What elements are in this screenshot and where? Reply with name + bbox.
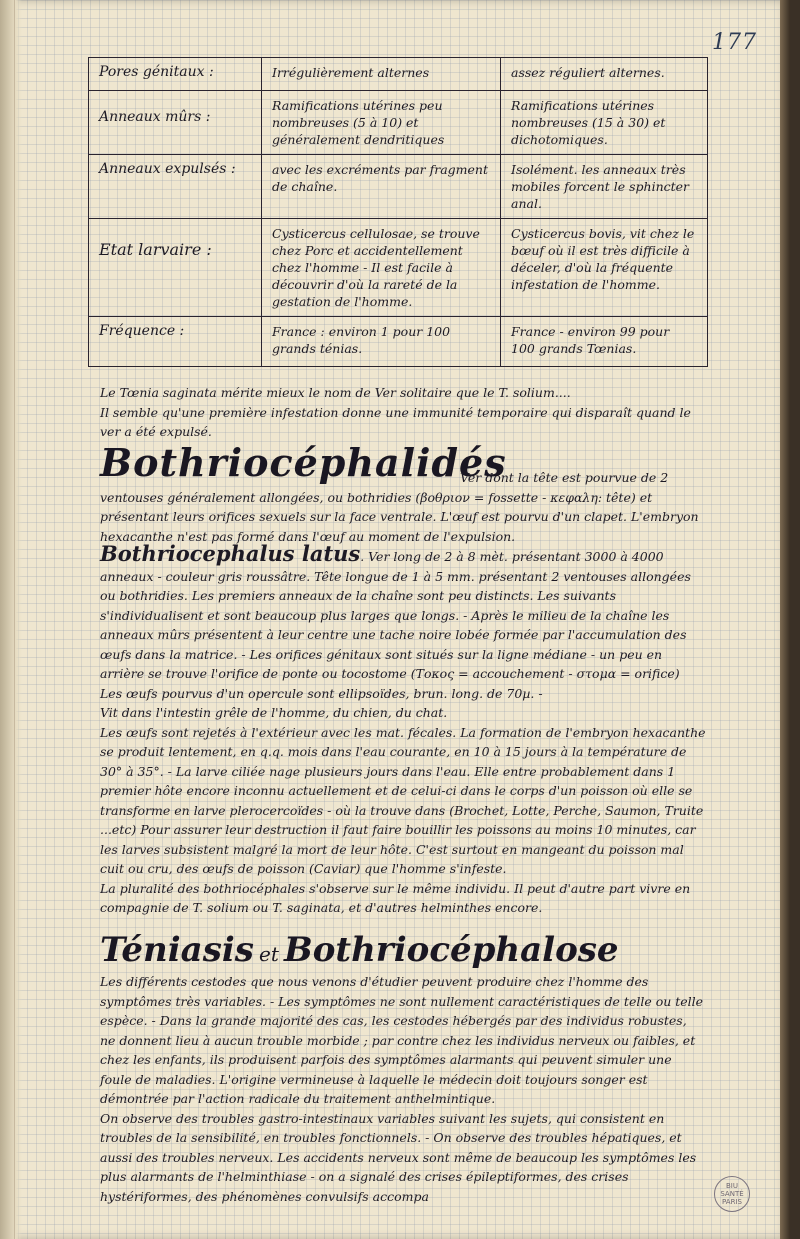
table-row bbox=[89, 317, 708, 367]
heading-bothriocephalides: Bothriocéphalidés bbox=[100, 440, 507, 485]
bothriocephalus-para: La pluralité des bothriocéphales s'observe sur le même individu. Il peut d'autre part vivre en compagnie de T. solium ou T. saginata, et d'autres helminthes encore. bbox=[100, 880, 691, 915]
row-label: Etat larvaire : bbox=[89, 219, 262, 317]
heading-teniasis bbox=[100, 930, 619, 970]
cell-t-solium: Irrégulièrement alternes bbox=[262, 58, 501, 91]
row-label: Pores génitaux : bbox=[89, 58, 262, 91]
heading-teniasis-conj: et bbox=[259, 942, 279, 966]
teniasis-section bbox=[100, 972, 706, 1206]
comparison-table bbox=[88, 57, 708, 367]
bothriocephalus-intro: . Ver long de 2 à 8 mèt. présentant 3000 à 4000 anneaux - couleur gris roussâtre. Tête longue de 1 à 5 mm. présentant 2 ventouses allongées ou bothridies. Les premiers anneaux de la chaîne sont peu distincts. Les suivants s'individualisent et sont beaucoup plus larges que longs. - Après le milieu de la chaîne les anneaux mûrs présentent à leur centre une tache noire lobée formée par l'accumulation des œufs dans la matrice. - Les orifices génitaux sont situés sur la ligne médiane - un peu en arrière se trouve l'orifice de ponte ou tocostome (Τοκος = accouchement - στομα = orifice) bbox=[100, 549, 691, 681]
page-edge bbox=[780, 0, 790, 1239]
margin-line bbox=[14, 0, 15, 1239]
cell-t-saginata: assez réguliert alternes. bbox=[501, 58, 708, 91]
intro-line: Il semble qu'une première infestation donne une immunité temporaire qui disparaît quand le ver a été expulsé. bbox=[100, 404, 691, 439]
row-label: Anneaux expulsés : bbox=[89, 155, 262, 219]
table-row bbox=[89, 91, 708, 155]
bothriocephalus-section bbox=[100, 541, 706, 918]
bothriocephalus-para: Les œufs sont rejetés à l'extérieur avec les mat. fécales. La formation de l'embryon hexacanthe se produit lentement, en q.q. mois dans l'eau courante, en 10 à 15 jours à la température de 30° à 35°. - La larve ciliée nage plusieurs jours dans l'eau. Elle entre probablement dans 1 premier hôte encore inconnu actuellement et de celui-ci dans le corps d'un poisson où elle se transforme en larve plerocercoïdes - où la trouve dans (Brochet, Lotte, Perche, Saumon, Truite ...etc) Pour assurer leur destruction il faut faire bouillir les poissons au moins 10 minutes, car les larves subsistent malgré la mort de leur hôte. C'est surtout en mangeant du poisson mal cuit ou cru, des œufs de poisson (Caviar) que l'homme s'infeste. bbox=[100, 724, 706, 876]
bothriocephalides-text: Ver dont la tête est pourvue de 2 ventouses généralement allongées, ou bothridies (βοθριον = fossette - κεφαλη: tête) et présentant leurs orifices sexuels sur la face ventrale. L'œuf est pourvu d'un clapet. L'embryon hexacanthe n'est pas formé dans l'œuf au moment de l'expulsion. bbox=[100, 470, 699, 544]
intro-line: Le Tœnia saginata mérite mieux le nom de Ver solitaire que le T. solium.... bbox=[100, 385, 571, 400]
bothriocephalus-para: Les œufs pourvus d'un opercule sont ellipsoïdes, brun. long. de 70µ. - bbox=[100, 685, 543, 701]
table-row bbox=[89, 155, 708, 219]
bothriocephalus-para: Vit dans l'intestin grêle de l'homme, du chien, du chat. bbox=[100, 705, 448, 720]
teniasis-para: On observe des troubles gastro-intestinaux variables suivant les sujets, qui consistent en troubles de la sensibilité, en troubles fonctionnels. - On observe des troubles hépatiques, et aussi des troubles nerveux. Les accidents nerveux sont même de beaucoup les symptômes les plus alarmants de l'helminthiase - on a signalé des crises épileptiformes, des crises hystériformes, des phénomènes convulsifs accompa bbox=[100, 1110, 697, 1204]
cell-t-solium: avec les excréments par fragment de chaîne. bbox=[262, 155, 501, 219]
row-label: Fréquence : bbox=[89, 317, 262, 367]
table-row bbox=[89, 219, 708, 317]
heading-teniasis-b: Bothriocéphalose bbox=[283, 930, 619, 970]
row-label: Anneaux mûrs : bbox=[89, 91, 262, 155]
page-spine bbox=[0, 0, 22, 1239]
cell-t-saginata: Cysticercus bovis, vit chez le bœuf où il est très difficile à déceler, d'où la fréquente infestation de l'homme. bbox=[501, 219, 708, 317]
stamp-line: PARIS bbox=[722, 1198, 742, 1206]
table-row bbox=[89, 58, 708, 91]
cell-t-saginata: Ramifications utérines nombreuses (15 à 30) et dichotomiques. bbox=[501, 91, 708, 155]
cell-t-saginata: France - environ 99 pour 100 grands Tœnias. bbox=[501, 317, 708, 367]
heading-teniasis-a: Téniasis bbox=[100, 930, 254, 970]
heading-bothriocephalus-latus: Bothriocephalus latus bbox=[100, 541, 361, 566]
bothriocephalus-para bbox=[100, 541, 706, 684]
page-number: 177 bbox=[712, 30, 757, 55]
stamp-line: BIU bbox=[726, 1182, 738, 1190]
stamp-line: SANTÉ bbox=[720, 1190, 744, 1198]
cell-t-solium: Cysticercus cellulosae, se trouve chez Porc et accidentellement chez l'homme - Il est facile à découvrir d'où la rareté de la gestation de l'homme. bbox=[262, 219, 501, 317]
cell-t-solium: Ramifications utérines peu nombreuses (5 à 10) et généralement dendritiques bbox=[262, 91, 501, 155]
teniasis-para: Les différents cestodes que nous venons d'étudier peuvent produire chez l'homme des symptômes très variables. - Les symptômes ne sont nullement caractéristiques de telle ou telle espèce. - Dans la grande majorité des cas, les cestodes hébergés par des individus robustes, ne donnent lieu à aucun trouble morbide ; par contre chez les individus nerveux ou faibles, et chez les enfants, ils produisent parfois des symptômes alarmants qui peuvent simuler une foule de maladies. L'origine vermineuse à laquelle le médecin doit toujours songer est démontrée par l'action radicale du traitement anthelmintique. bbox=[100, 974, 704, 1106]
cell-t-solium: France : environ 1 pour 100 grands ténias. bbox=[262, 317, 501, 367]
library-stamp bbox=[714, 1176, 750, 1212]
cell-t-saginata: Isolément. les anneaux très mobiles forcent le sphincter anal. bbox=[501, 155, 708, 219]
intro-text bbox=[100, 383, 706, 442]
